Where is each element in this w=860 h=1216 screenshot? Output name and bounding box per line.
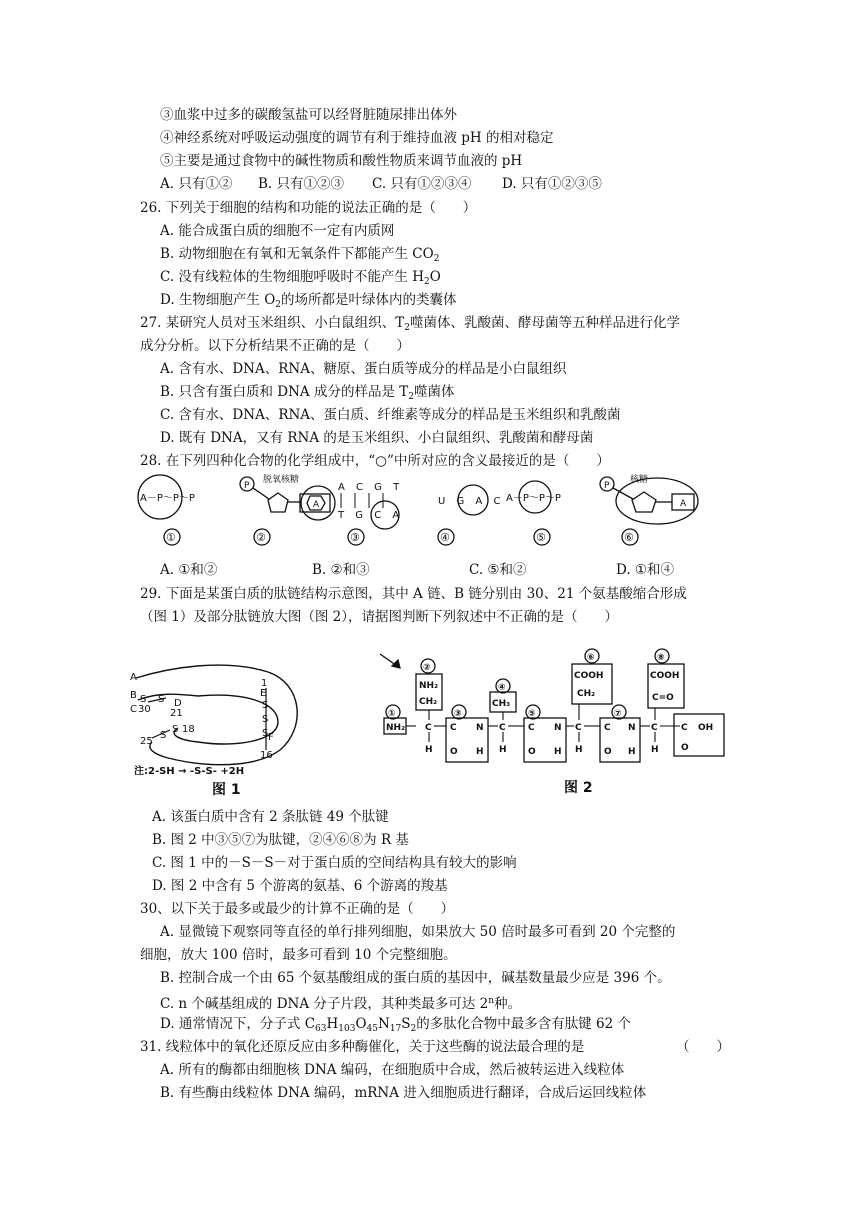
q29-fig2-r2-ch3: CH₃: [492, 699, 511, 709]
q26-option-b: [160, 245, 439, 268]
q29-fig1-n16: 16: [260, 750, 273, 761]
q27-b-text: B. 只含有蛋白质和 DNA 成分的样品是 T: [160, 384, 409, 400]
q28-option-c: C. ⑤和②: [469, 562, 527, 578]
q28-fig2-p: P: [244, 481, 250, 491]
q29-fig1-b: B: [130, 690, 137, 701]
q28-fig6-pentagon: [632, 492, 656, 512]
q30-option-a-line1: A. 显微镜下观察同等直径的单行排列细胞，如果放大 50 倍时最多可看到 20 个完整的: [160, 924, 676, 940]
q26-d-sub: 2: [275, 300, 282, 310]
q30-d-s: S: [401, 1016, 411, 1032]
q26-b-text: B. 动物细胞在有氧和无氧条件下都能产生 CO: [160, 246, 434, 262]
q30-option-c: [160, 992, 521, 1013]
q29-option-d: D. 图 2 中含有 5 个游离的氨基、6 个游离的羧基: [152, 878, 448, 894]
q25-option-a: A. 只有①②: [160, 176, 233, 192]
q29-option-a: A. 该蛋白质中含有 2 条肽链 49 个肽键: [152, 809, 389, 825]
q29-fig2-nh2: NH₂: [386, 723, 406, 733]
q28-fig6-sugar: 核糖: [630, 475, 649, 485]
q25-statement-3: ③血浆中过多的碳酸氢盐可以经肾脏随尿排出体外: [160, 107, 457, 123]
q28-fig6-p: P: [604, 481, 610, 491]
q29-fig2-label-2: ②: [423, 663, 431, 673]
q28-fig3-top: A C G T: [338, 482, 404, 493]
q29-fig2-h2: H: [499, 745, 507, 755]
q28-fig6-base: A: [680, 499, 687, 509]
q29-fig2-c3: C: [575, 723, 582, 733]
q29-figure-2: [378, 646, 730, 800]
q29-fig2-r3-cooh: COOH: [574, 671, 604, 681]
q27-b-post: 噬菌体: [414, 384, 455, 400]
q29-fig2-label-5: ⑤: [528, 709, 536, 719]
q31-stem: 31. 线粒体中的氧化还原反应由多种酶催化，关于这些酶的说法最合理的是: [140, 1039, 585, 1055]
q25-option-d: D. 只有①②③⑤: [502, 176, 602, 192]
q29-fig2-cooh-o: O: [681, 743, 689, 753]
q29-fig1-n30: 30: [138, 704, 151, 715]
q29-fig1-n18: 18: [182, 724, 195, 735]
q28-num-5: ⑤: [536, 531, 546, 544]
q27-stem-text: 27. 某研究人员对玉米组织、小白鼠组织、T: [140, 315, 405, 331]
q29-fig2-b1-c: C: [450, 723, 457, 733]
q29-fig1-a: A: [130, 672, 137, 683]
q29-option-b: B. 图 2 中③⑤⑦为肽键，②④⑥⑧为 R 基: [152, 832, 409, 848]
q29-fig1-outer-chain: [136, 665, 297, 765]
q26-option-d: [160, 291, 457, 314]
q28-option-b: B. ②和③: [312, 562, 370, 578]
q29-figure-1: [128, 650, 338, 800]
q29-fig2-label-3: ③: [454, 709, 462, 719]
q26-c-text: C. 没有线粒体的生物细胞呼吸时不能产生 H: [160, 269, 424, 285]
q30-d-h-sub: 103: [338, 1024, 356, 1034]
q30-d-post: 的多肽化合物中最多含有肽键 62 个: [416, 1016, 632, 1032]
q31-option-b: B. 有些酶由线粒体 DNA 编码，mRNA 进入细胞质进行翻译，合成后运回线粒体: [160, 1085, 647, 1101]
q29-fig1-e: E: [260, 688, 267, 699]
q29-fig2-h1: H: [425, 745, 433, 755]
q28-num-1: ①: [166, 531, 176, 544]
q27-option-b: [160, 383, 455, 406]
q28-fig5-label: A－P～P～P: [506, 493, 561, 504]
q29-fig2-cooh-c: C: [681, 723, 688, 733]
q29-fig1-s-5: S: [262, 700, 269, 711]
q29-fig2-label-6: ⑥: [587, 653, 595, 663]
q29-stem-line1: 29. 下面是某蛋白质的肽链结构示意图，其中 A 链、B 链分别由 30、21 个氨基酸缩合形成: [140, 586, 687, 602]
q28-num-3: ③: [350, 531, 360, 544]
q26-stem: 26. 下列关于细胞的结构和功能的说法正确的是（ ）: [140, 200, 477, 216]
q28-fig2-base: A: [313, 500, 320, 510]
q29-fig1-title: 图 1: [212, 782, 241, 798]
q29-fig2-b2-o: O: [528, 747, 536, 757]
q29-fig2-b3-h: H: [628, 747, 636, 757]
q29-fig2-b1-o: O: [450, 747, 458, 757]
q31-option-a: A. 所有的酶都由细胞核 DNA 编码，在细胞质中合成，然后被转运进入线粒体: [160, 1062, 625, 1078]
q29-option-c: C. 图 1 中的－S－S－对于蛋白质的空间结构具有较大的影响: [152, 855, 517, 871]
q29-fig2-b1-n: N: [476, 723, 484, 733]
q29-fig2-label-8: ⑧: [657, 653, 665, 663]
q30-d-n-sub: 17: [389, 1024, 402, 1034]
q29-fig2-r4-cooh: COOH: [650, 671, 680, 681]
q29-fig2-title: 图 2: [564, 780, 593, 796]
q29-fig2-label-1: ①: [388, 709, 396, 719]
q25-option-c: C. 只有①②③④: [372, 176, 472, 192]
q28-num-4: ④: [440, 531, 450, 544]
q29-fig2-r1-ch2: CH₂: [419, 697, 438, 707]
q28-num-2: ②: [256, 531, 266, 544]
q28-options: [160, 561, 674, 579]
q30-d-text: D. 通常情况下，分子式 C: [160, 1016, 316, 1032]
q29-fig2-r4-co: C=O: [652, 693, 674, 703]
q29-fig2-b3-o: O: [604, 747, 612, 757]
q29-fig1-s-7: S: [262, 728, 269, 739]
q27-option-a: A. 含有水、DNA、RNA、糖原、蛋白质等成分的样品是小白鼠组织: [160, 361, 567, 377]
q28-fig3-bot: T G C A: [338, 510, 404, 521]
q26-c-sub: 2: [424, 277, 430, 287]
q28-fig4-label: U G A C: [438, 496, 505, 507]
q30-option-a-line2: 细胞，放大 100 倍时，最多可看到 10 个完整细胞。: [140, 947, 457, 963]
q30-d-n: N: [378, 1016, 390, 1032]
q28-num-6: ⑥: [624, 531, 634, 544]
q26-d-post: 的场所都是叶绿体内的类囊体: [281, 292, 457, 308]
q29-stem-line2: （图 1）及部分肽链放大图（图 2），请据图判断下列叙述中不正确的是（ ）: [140, 609, 619, 625]
q29-fig2-r3-ch2: CH₂: [577, 689, 596, 699]
q27-stem-sub: 2: [404, 323, 410, 333]
q29-fig1-s-1: S: [140, 694, 147, 705]
q29-fig2-label-7: ⑦: [614, 709, 622, 719]
q25-statement-4: ④神经系统对呼吸运动强度的调节有利于维持血液 pH 的相对稳定: [160, 130, 554, 146]
q26-option-a: A. 能合成蛋白质的细胞不一定有内质网: [160, 223, 395, 239]
q26-c-post: O: [429, 269, 441, 285]
q29-fig2-b2-n: N: [554, 723, 562, 733]
q28-stem: 28. 在下列四种化合物的化学组成中，“○”中所对应的含义最接近的是（ ）: [140, 453, 610, 469]
q29-fig2-r1-nh2: NH₂: [419, 681, 439, 691]
q28-fig1-label: A－P～P～P: [140, 493, 195, 504]
q29-fig1-note: 注:2-SH → -S-S- +2H: [134, 766, 245, 777]
q29-fig2-oh: OH: [698, 723, 714, 733]
q29-fig2-b2-h: H: [554, 747, 562, 757]
q29-fig1-d: D: [174, 698, 182, 709]
q29-fig2-c1: C: [425, 723, 432, 733]
q30-d-o: O: [355, 1016, 367, 1032]
q27-stem-line1: [140, 314, 680, 337]
q27-option-d: D. 既有 DNA，又有 RNA 的是玉米组织、小白鼠组织、乳酸菌和酵母菌: [160, 430, 594, 446]
q29-fig2-b3-n: N: [628, 723, 636, 733]
q30-stem: 30、以下关于最多或最少的计算不正确的是（ ）: [140, 901, 455, 917]
q29-fig1-s-2: S: [158, 694, 165, 705]
q29-fig1-n21: 21: [170, 708, 183, 719]
q29-fig1-f: F: [268, 732, 274, 743]
q29-fig2-label-4: ④: [498, 683, 506, 693]
q30-c-sup: n: [488, 996, 495, 1006]
q26-option-c: [160, 268, 441, 291]
q25-options: [160, 175, 602, 193]
q30-option-b: B. 控制合成一个由 65 个氨基酸组成的蛋白质的基因中，碱基数量最少应是 396 个。: [160, 970, 671, 986]
q25-option-b: B. 只有①②③: [258, 176, 345, 192]
q28-compound-figures: [130, 470, 730, 550]
q29-fig2-b3-c: C: [604, 723, 611, 733]
q29-fig2-c2: C: [499, 723, 506, 733]
q30-d-c-sub: 63: [315, 1024, 327, 1034]
q31-answer-paren: （ ）: [676, 1039, 730, 1055]
q27-option-c: C. 含有水、DNA、RNA、蛋白质、纤维素等成分的样品是玉米组织和乳酸菌: [160, 407, 621, 423]
q29-fig1-s-6: S: [262, 714, 269, 725]
q30-d-s-sub: 2: [410, 1024, 417, 1034]
q30-option-d: [160, 1015, 631, 1038]
q27-stem-post: 噬菌体、乳酸菌、酵母菌等五种样品进行化学: [410, 315, 680, 331]
q28-option-d: D. ①和④: [616, 562, 675, 578]
q28-fig2-sugar: 脱氧核糖: [263, 475, 300, 485]
q26-d-text: D. 生物细胞产生 O: [160, 292, 276, 308]
q29-fig1-c: C: [130, 704, 137, 715]
q29-fig2-b2-c: C: [528, 723, 535, 733]
q28-fig2-pentagon: [268, 493, 288, 512]
q29-fig1-s-4: S: [172, 724, 179, 735]
q30-d-o-sub: 45: [366, 1024, 378, 1034]
q25-statement-5: ⑤主要是通过食物中的碱性物质和酸性物质来调节血液的 pH: [160, 153, 523, 169]
q29-fig1-n1: 1: [261, 678, 268, 689]
q26-b-sub: 2: [433, 254, 440, 264]
q30-c-post: 种。: [494, 996, 522, 1012]
q27-stem-line2: 成分分析。以下分析结果不正确的是（ ）: [140, 338, 410, 354]
q29-fig2-b1-h: H: [476, 747, 484, 757]
q30-d-h: H: [326, 1016, 339, 1032]
q29-fig2-c4: C: [651, 723, 658, 733]
q28-option-a: A. ①和②: [160, 562, 218, 578]
q29-fig1-n25: 25: [140, 736, 153, 747]
q29-fig2-h4: H: [651, 745, 659, 755]
q29-fig1-s-3: S: [160, 730, 167, 741]
q27-b-sub: 2: [408, 392, 415, 402]
q30-c-text: C. n 个碱基组成的 DNA 分子片段，其种类最多可达 2: [160, 996, 489, 1012]
q29-fig2-h3: H: [575, 745, 583, 755]
